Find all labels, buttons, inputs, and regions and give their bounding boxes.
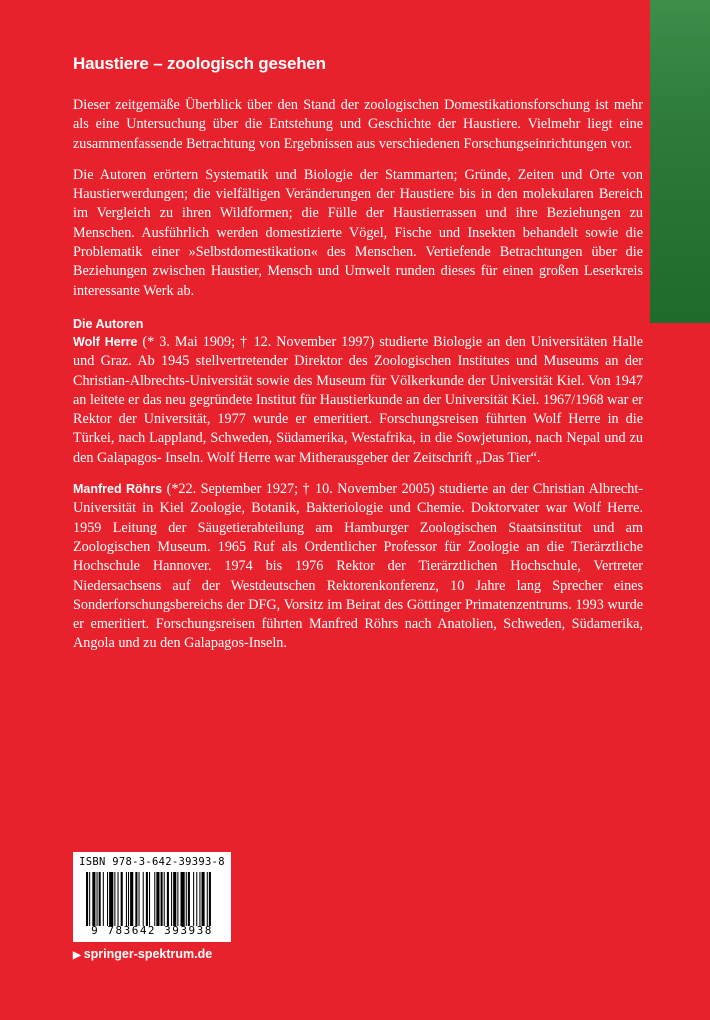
isbn-barcode xyxy=(73,852,231,942)
back-cover-text xyxy=(73,54,643,666)
book-title: Haustiere – zoologisch gesehen xyxy=(73,54,326,73)
author-name-roehrs: Manfred Röhrs xyxy=(73,482,163,497)
triangle-right-icon: ▶ xyxy=(73,950,81,961)
barcode-digits: 9 783642 393938 xyxy=(91,924,213,937)
isbn-label: ISBN 978-3-642-39393-8 xyxy=(79,856,225,868)
authors-heading: Die Autoren xyxy=(73,316,144,331)
author-bio-text-herre: (* 3. Mai 1909; † 12. November 1997) studierte Biologie an den Universitäten Halle und Graz. Ab 1945 stellvertretender Direktor des Zoologischen Institutes und Museums an der Christian-Albrechts-Universität sowie des Museum für Völkerkunde der Universität Kiel. Von 1947 an leitete er das neu gegründete Institut für Haustierkunde an der Universität Kiel. 1967/1968 war er Rektor der Universität, 1977 wurde er emeritiert. Forschungsreisen führten Wolf Herre in die Türkei, nach Lappland, Schweden, Südamerika, Westafrika, in die Sowjetunion, nach Nepal und zu den Galapagos- Inseln. Wolf Herre war Mitherausgeber der Zeitschrift „Das Tier“. xyxy=(73,333,644,466)
green-accent-strip xyxy=(650,0,710,323)
intro-paragraph-2: Die Autoren erörtern Systematik und Biologie der Stammarten; Gründe, Zeiten und Orte von Haustierwerdungen; die vielfältigen Veränderungen der Haustiere bis in den molekularen Bereich im Vergleich zu ihren Wildformen; die Fülle der Haustierrassen und ihre Beziehungen zu Menschen. Ausführlich werden domestizierte Vögel, Fische und Insekten behandelt sowie die Problematik einer »Selbstdomestikation« des Menschen. Vertiefende Betrachtungen über die Beziehungen zwischen Haustier, Mensch und Umwelt runden dieses für einen großen Leserkreis interessante Werk ab. xyxy=(73,166,643,299)
author-bio-roehrs xyxy=(73,480,643,654)
author-bio-text-roehrs: (*22. September 1927; † 10. November 2005) studierte an der Christian Albrecht-Universität in Kiel Zoologie, Botanik, Bakteriologie und Chemie. Doktorvater war Wolf Herre. 1959 Leitung der Säugetierabteilung am Hamburger Zoologischen Staatsinstitut und am Zoologischen Museum. 1965 Ruf als Ordentlicher Professor für Zoologie an die Tierärztliche Hochschule Hannover. 1974 bis 1976 Rektor der Tierärztlichen Hochschule, Vertreter Niedersachsens auf der Westdeutschen Rektorenkonferenz, 10 Jahre lang Sprecher eines Sonderforschungsbereichs der DFG, Vorsitz im Beirat des Göttinger Primatenzentrums. 1993 wurde er emeritiert. Forschungsreisen führten Manfred Röhrs nach Anatolien, Schweden, Südamerika, Angola und zu den Galapagos-Inseln. xyxy=(73,481,643,652)
author-name-herre: Wolf Herre xyxy=(73,334,138,349)
author-bio-herre xyxy=(73,333,643,468)
publisher-link[interactable] xyxy=(73,947,212,961)
intro-paragraph-1: Dieser zeitgemäße Überblick über den Stand der zoologischen Domestikationsforschung ist mehr als eine Untersuchung über die Entstehung und Geschichte der Haustiere. Vielmehr liegt eine zusammenfassende Betrachtung von Ergebnissen aus verschiedenen Forschungseinrichtungen vor. xyxy=(73,97,643,152)
publisher-link-text: springer-spektrum.de xyxy=(83,947,213,961)
barcode-icon xyxy=(82,870,222,928)
